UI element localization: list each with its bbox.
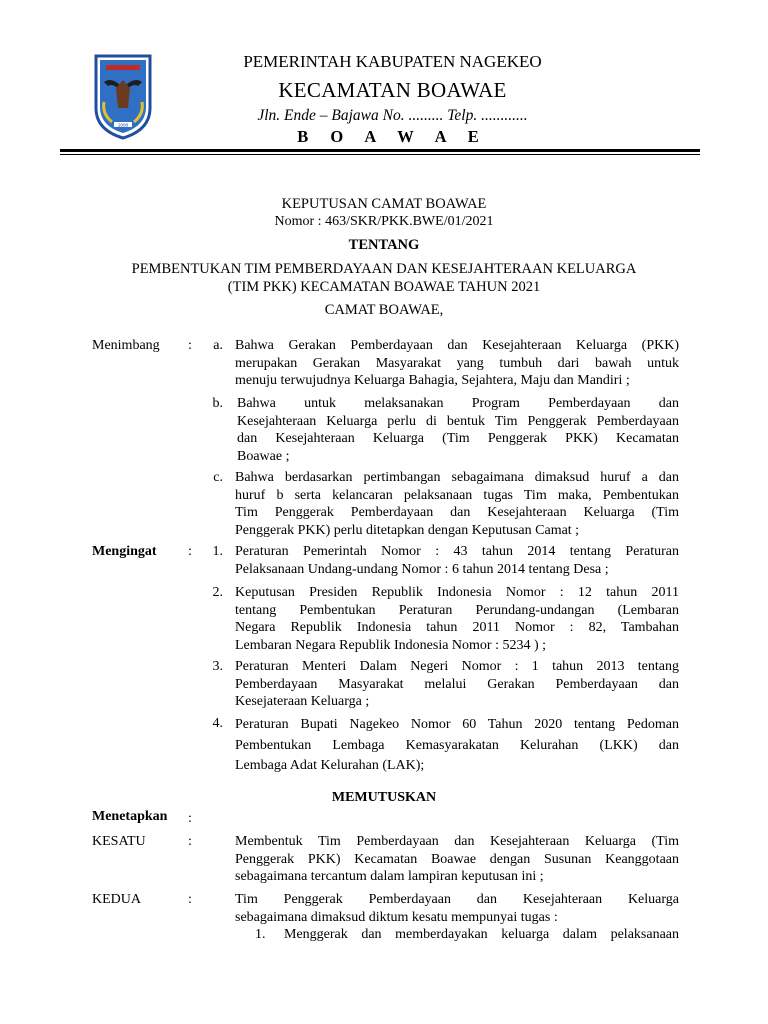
- mengingat-item-mark: 3.: [212, 659, 223, 674]
- text-line: Bahwa berdasarkan pertimbangan sebagaimana dimaksud huruf a dan: [235, 470, 679, 485]
- text-line: Lembaran Negara Republik Indonesia Nomor : 5234 ) ;: [235, 637, 547, 653]
- kedua-sub-item-1: [284, 926, 679, 944]
- text-line: Membentuk Tim Pemberdayaan dan Kesejahteraan Keluarga (Tim: [235, 834, 679, 849]
- kedua-label: KEDUA: [92, 892, 141, 907]
- text-line: Peraturan Pemerintah Nomor : 43 tahun 2014 tentang Peraturan: [235, 544, 679, 559]
- menimbang-item-b: [237, 395, 679, 465]
- kesatu-colon: :: [188, 834, 192, 849]
- mengingat-item-mark: 1.: [212, 544, 223, 559]
- menimbang-item-mark: b.: [212, 396, 223, 411]
- mengingat-item-1: [235, 543, 679, 578]
- text-line: Tim Penggerak Pemberdayaan dan Kesejahteraan Keluarga: [235, 892, 679, 907]
- letterhead-divider-thin: [60, 154, 700, 155]
- mengingat-item-3: [235, 658, 679, 711]
- decree-subject-line-2: (TIM PKK) KECAMATAN BOAWAE TAHUN 2021: [227, 279, 541, 295]
- nagekeo-coat-of-arms-icon: [92, 52, 154, 140]
- kedua-colon: :: [188, 892, 192, 907]
- menimbang-item-mark: a.: [213, 338, 223, 353]
- text-line: Pelaksanaan Undang-undang Nomor : 6 tahun 2014 tentang Desa ;: [235, 561, 609, 577]
- mengingat-label: Mengingat: [92, 544, 157, 559]
- kesatu-label: KESATU: [92, 834, 146, 849]
- text-line: Keputusan Presiden Republik Indonesia Nomor : 12 tahun 2011: [235, 585, 679, 600]
- menetapkan-label: Menetapkan: [92, 809, 168, 824]
- menimbang-item-c: [235, 469, 679, 539]
- mengingat-item-mark: 2.: [212, 585, 223, 600]
- letterhead-district: KECAMATAN BOAWAE: [278, 78, 507, 102]
- text-line: dan Kesejahteraan Keluarga (Tim Penggerak PKK) Kecamatan: [237, 431, 679, 446]
- text-line: sebagaimana tercantum dalam lampiran keputusan ini ;: [235, 869, 544, 884]
- decree-subject-line-1: PEMBENTUKAN TIM PEMBERDAYAAN DAN KESEJAHTERAAN KELUARGA: [131, 261, 637, 277]
- text-line: Bahwa untuk melaksanakan Program Pemberdayaan dan: [237, 396, 679, 411]
- text-line: Menggerak dan memberdayakan keluarga dalam pelaksanaan: [284, 927, 679, 942]
- mengingat-item-mark: 4.: [212, 716, 223, 731]
- mengingat-colon: :: [188, 544, 192, 559]
- decree-heading: KEPUTUSAN CAMAT BOAWAE: [281, 196, 487, 212]
- mengingat-item-4: [235, 715, 679, 777]
- mengingat-item-2: [235, 584, 679, 654]
- kedua-sub-mark: 1.: [255, 927, 266, 942]
- official-title: CAMAT BOAWAE,: [324, 302, 444, 318]
- menimbang-colon: :: [188, 338, 192, 353]
- text-line: Bahwa Gerakan Pemberdayaan dan Kesejahteraan Keluarga (PKK): [235, 338, 679, 353]
- logo-seal-text: 2008: [117, 122, 129, 128]
- letterhead-town: B O A W A E: [297, 127, 488, 146]
- text-line: Peraturan Bupati Nagekeo Nomor 60 Tahun 2020 tentang Pedoman: [235, 717, 679, 732]
- text-line: Pemberdayaan Masyarakat melalui Gerakan Pemberdayaan dan: [235, 676, 679, 692]
- text-line: Peraturan Menteri Dalam Negeri Nomor : 1 tahun 2013 tentang: [235, 659, 679, 674]
- letterhead-address: Jln. Ende – Bajawa No. ......... Telp. ............: [257, 107, 528, 124]
- text-line: merupakan Gerakan Masyarakat yang tumbuh dari bawah untuk: [235, 355, 679, 371]
- menimbang-item-mark: c.: [213, 470, 223, 485]
- kesatu-text: [235, 833, 679, 886]
- text-line: sebagaimana dimaksud diktum kesatu mempunyai tugas :: [235, 909, 558, 925]
- memutuskan-heading: MEMUTUSKAN: [331, 790, 437, 805]
- tentang-heading: TENTANG: [348, 237, 420, 253]
- text-line: Pembentukan Lembaga Kemasyarakatan Kelurahan (LKK) dan: [235, 737, 679, 753]
- kedua-text: [235, 891, 679, 926]
- menimbang-label: Menimbang: [92, 338, 160, 353]
- text-line: Penggerak PKK) perlu ditetapkan dengan Keputusan Camat ;: [235, 522, 580, 538]
- text-line: tentang Pembentukan Peraturan Perundang-undangan (Lembaran: [235, 602, 679, 618]
- letterhead-divider-thick: [60, 149, 700, 152]
- text-line: menuju terwujudnya Keluarga Bahagia, Sejahtera, Maju dan Mandiri ;: [235, 373, 630, 388]
- text-line: huruf b serta kelancaran pelaksanaan tugas Tim maka, Pembentukan: [235, 487, 679, 503]
- text-line: Boawae ;: [237, 448, 290, 464]
- letterhead-government: PEMERINTAH KABUPATEN NAGEKEO: [243, 52, 542, 71]
- text-line: Negara Republik Indonesia tahun 2011 Nomor : 82, Tambahan: [235, 620, 679, 635]
- text-line: Lembaga Adat Kelurahan (LAK);: [235, 758, 425, 773]
- decree-number: Nomor : 463/SKR/PKK.BWE/01/2021: [274, 214, 494, 229]
- menimbang-item-a: [235, 337, 679, 390]
- text-line: Penggerak PKK) Kecamatan Boawae dengan Susunan Keanggotaan: [235, 851, 679, 867]
- text-line: Tim Penggerak Pemberdayaan dan Kesejahteraan Keluarga (Tim: [235, 505, 679, 520]
- text-line: Kesejateraan Keluarga ;: [235, 694, 370, 709]
- text-line: Kesejahteraan Keluarga perlu di bentuk Tim Penggerak Pemberdayaan: [237, 413, 679, 429]
- menetapkan-colon: :: [188, 811, 192, 826]
